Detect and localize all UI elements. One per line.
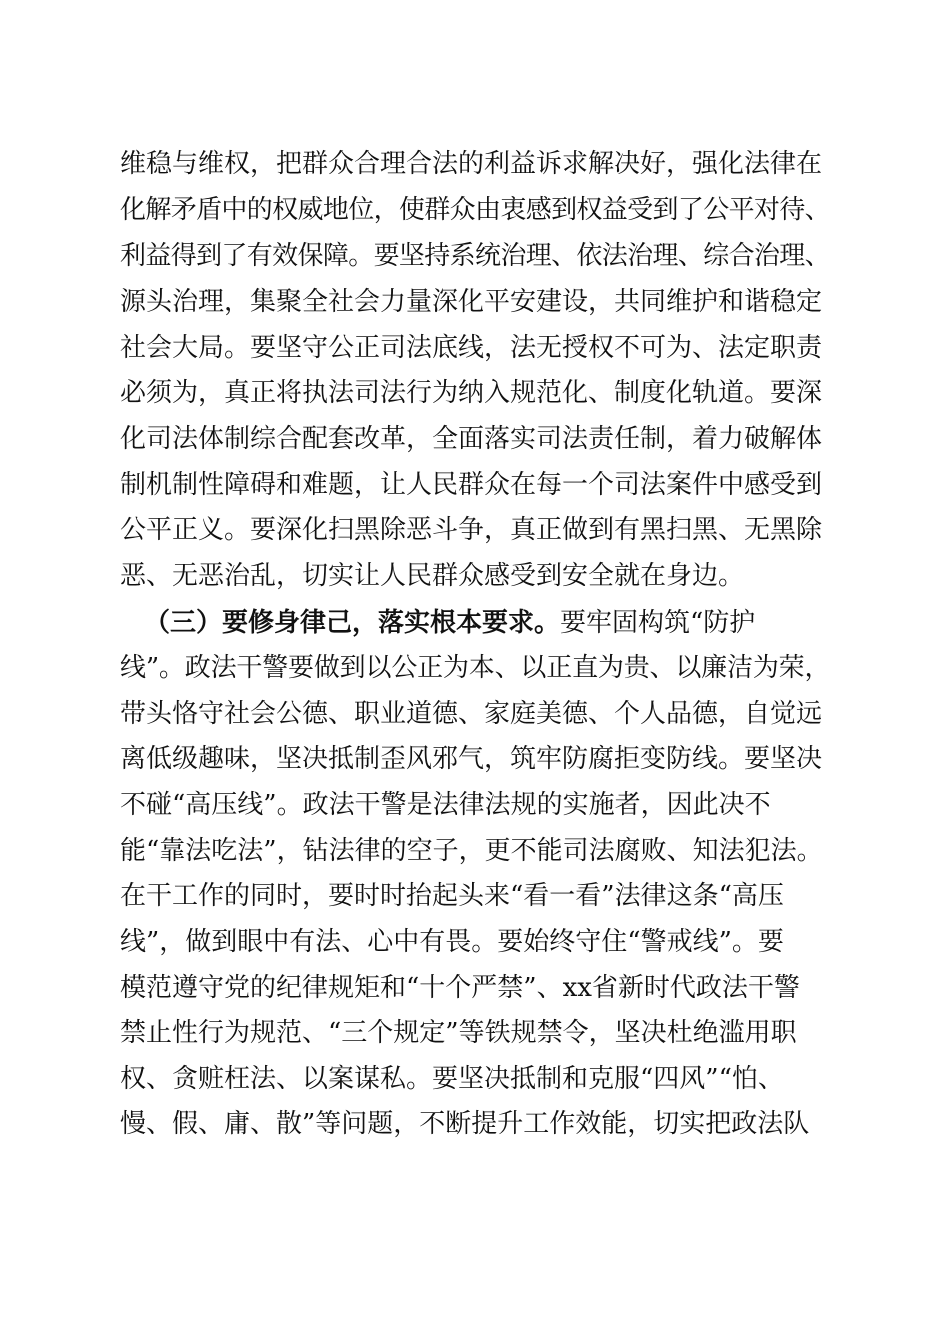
paragraph-2-line-7: 在干工作的同时，要时时抬起头来“看一看”法律这条“高压 [120,881,784,911]
paragraph-2-line-4: 离低级趣味，坚决抵制歪风邪气，筑牢防腐拒变防线。要坚决 [120,744,823,774]
paragraph-1-line-4: 源头治理，集聚全社会力量深化平安建设，共同维护和谐稳定 [120,287,823,317]
paragraph-2-line-8: 线”，做到眼中有法、心中有畏。要始终守住“警戒线”。要 [120,927,784,957]
paragraph-2-line-9: 模范遵守党的纪律规矩和“十个严禁”、xx省新时代政法干警 [120,973,800,1003]
paragraph-1-line-8: 制机制性障碍和难题，让人民群众在每一个司法案件中感受到 [120,470,823,500]
paragraph-1-line-10: 恶、无恶治乱，切实让人民群众感受到安全就在身边。 [120,561,745,591]
paragraph-2-line-10: 禁止性行为规范、“三个规定”等铁规禁令，坚决杜绝滥用职 [120,1018,797,1048]
paragraph-2-line-5: 不碰“高压线”。政法干警是法律法规的实施者，因此决不 [120,790,771,820]
section-heading: （三）要修身律己，落实根本要求。 [144,608,561,638]
paragraph-1-line-9: 公平正义。要深化扫黑除恶斗争，真正做到有黑扫黑、无黑除 [120,515,823,545]
paragraph-1-line-3: 利益得到了有效保障。要坚持系统治理、依法治理、综合治理、 [120,241,831,271]
paragraph-1-line-2: 化解矛盾中的权威地位，使群众由衷感到权益受到了公平对待、 [120,195,831,225]
paragraph-1-line-6: 必须为，真正将执法司法行为纳入规范化、制度化轨道。要深 [120,378,823,408]
paragraph-2-line-3: 带头恪守社会公德、职业道德、家庭美德、个人品德，自觉远 [120,699,823,729]
paragraph-2-line-11: 权、贪赃枉法、以案谋私。要坚决抵制和克服“四风”“怕、 [120,1064,784,1094]
paragraph-2-first-line [144,607,755,639]
paragraph-2-line-2: 线”。政法干警要做到以公正为本、以正直为贵、以廉洁为荣， [120,653,831,683]
paragraph-2-first-line-rest: 要牢固构筑“防护 [560,608,756,638]
paragraph-1-line-5: 社会大局。要坚守公正司法底线，法无授权不可为、法定职责 [120,333,823,363]
paragraph-1-line-1: 维稳与维权，把群众合理合法的利益诉求解决好，强化法律在 [120,149,823,179]
paragraph-2-line-12: 慢、假、庸、散”等问题，不断提升工作效能，切实把政法队 [120,1109,810,1139]
paragraph-2-line-6: 能“靠法吃法”，钻法律的空子，更不能司法腐败、知法犯法。 [120,836,823,866]
paragraph-1-line-7: 化司法体制综合配套改革，全面落实司法责任制，着力破解体 [120,424,823,454]
